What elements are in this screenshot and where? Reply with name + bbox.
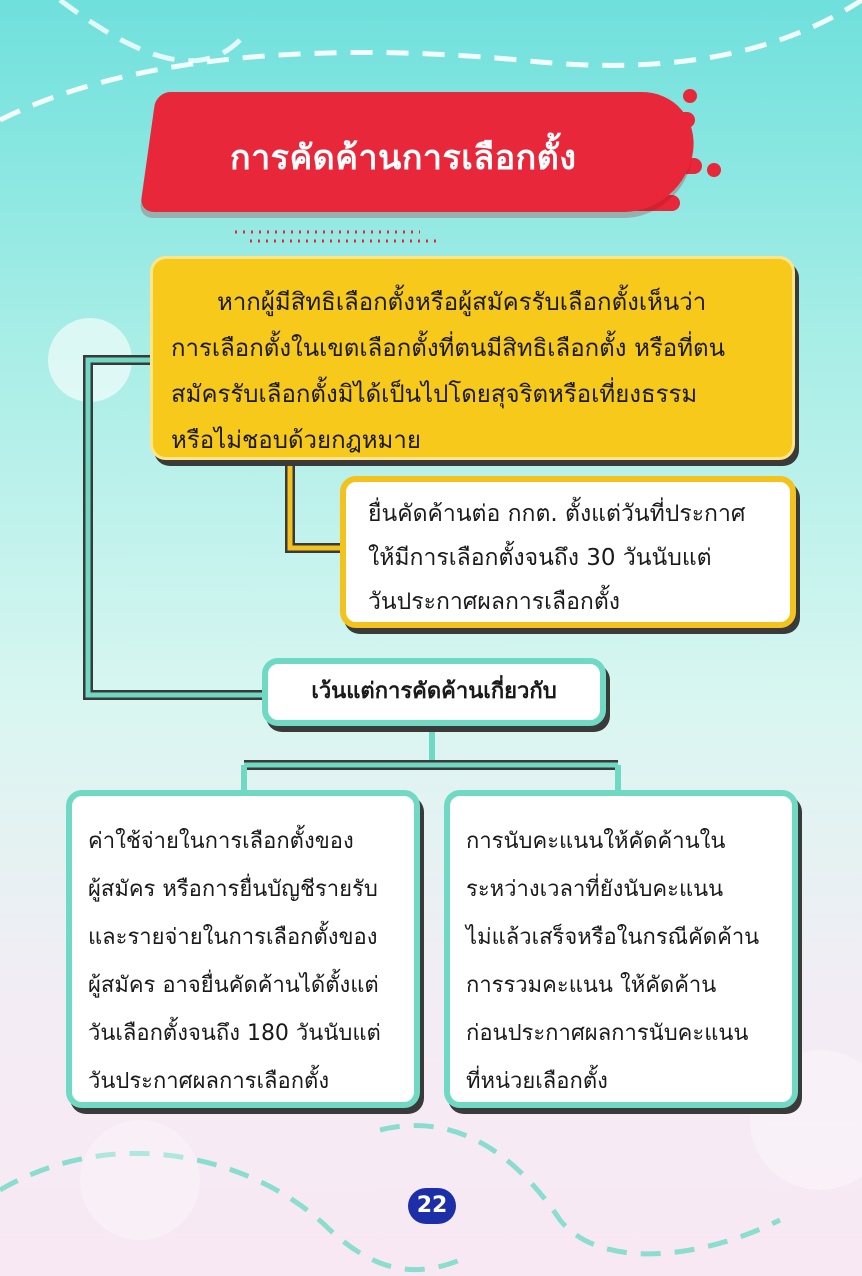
exception-expenses-line: และรายจ่ายในการเลือกตั้งของ (88, 925, 378, 950)
exception-counting-line: ก่อนประกาศผลการนับคะแนน (466, 1021, 749, 1046)
exception-expenses-line: ผู้สมัคร อาจยื่นคัดค้านได้ตั้งแต่ (88, 973, 379, 998)
main-condition-line: หากผู้มีสิทธิเลือกตั้งหรือผู้สมัครรับเลือกตั้งเห็นว่า (217, 288, 707, 316)
exception-expenses-line: ผู้สมัคร หรือการยื่นบัญชีรายรับ (88, 877, 378, 902)
page-title: การคัดค้านการเลือกตั้ง (230, 138, 577, 178)
filing-rule-box (340, 476, 796, 628)
main-condition-line: สมัครรับเลือกตั้งมิได้เป็นไปโดยสุจริตหรือเที่ยงธรรม (171, 380, 698, 408)
main-condition-line: การเลือกตั้งในเขตเลือกตั้งที่ตนมีสิทธิเลือกตั้ง หรือที่ตน (171, 334, 726, 362)
exception-expenses-box (66, 790, 420, 1108)
exception-expenses-line: วันเลือกตั้งจนถึง 180 วันนับแต่ (88, 1021, 381, 1046)
exception-counting-line: ไม่แล้วเสร็จหรือในกรณีคัดค้าน (466, 925, 760, 950)
exception-expenses-line: วันประกาศผลการเลือกตั้ง (88, 1069, 330, 1094)
filing-rule-line: ให้มีการเลือกตั้งจนถึง 30 วันนับแต่ (368, 545, 712, 571)
exception-counting-box (444, 790, 798, 1108)
main-condition-line: หรือไม่ชอบด้วยกฎหมาย (171, 426, 421, 454)
main-condition-box (150, 256, 795, 460)
filing-rule-line: วันประกาศผลการเลือกตั้ง (368, 589, 621, 615)
filing-rule-line: ยื่นคัดค้านต่อ กกต. ตั้งแต่วันที่ประกาศ (368, 501, 746, 527)
exception-counting-line: ระหว่างเวลาที่ยังนับคะแนน (466, 877, 724, 902)
exception-counting-line: การรวมคะแนน ให้คัดค้าน (466, 973, 717, 998)
exception-counting-line: ที่หน่วยเลือกตั้ง (466, 1069, 608, 1094)
exception-counting-line: การนับคะแนนให้คัดค้านใน (466, 829, 726, 854)
exception-expenses-line: ค่าใช้จ่ายในการเลือกตั้งของ (88, 829, 354, 854)
exception-label: เว้นแต่การคัดค้านเกี่ยวกับ (262, 658, 606, 726)
page-number: 22 (408, 1188, 456, 1224)
